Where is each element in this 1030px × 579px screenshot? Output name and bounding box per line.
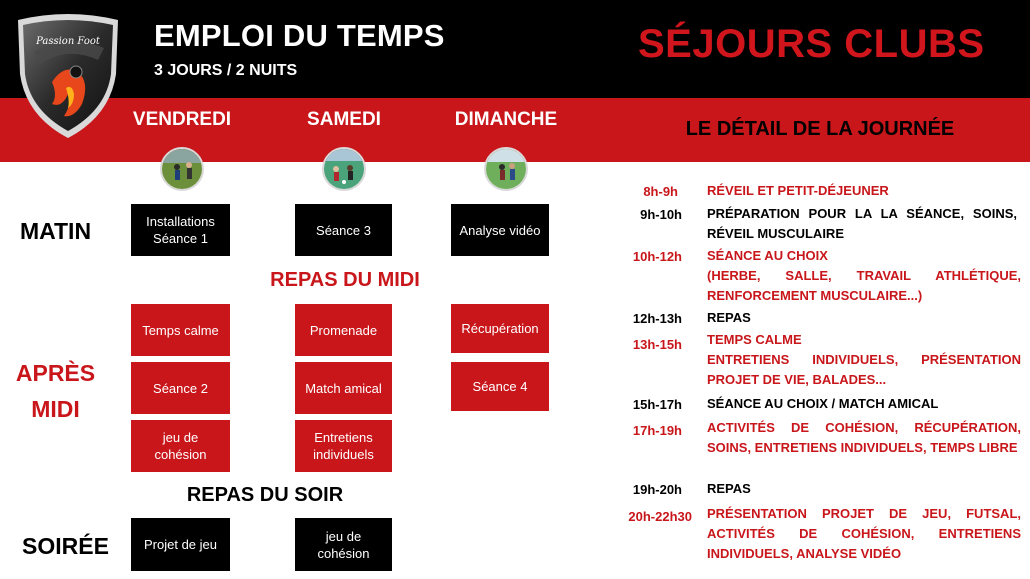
slot-samedi-soiree: jeu de cohésion	[295, 518, 392, 571]
slot-vendredi-soiree: Projet de jeu	[131, 518, 230, 571]
meal-repas-midi: REPAS DU MIDI	[270, 269, 420, 291]
meal-repas-soir: REPAS DU SOIR	[186, 484, 344, 506]
slot-samedi-matin: Séance 3	[295, 204, 392, 256]
slot-vendredi-matin: Installations Séance 1	[131, 204, 230, 256]
slot-vendredi-pm-1: Temps calme	[131, 304, 230, 356]
timeline-activity: ACTIVITÉS DE COHÉSION, RÉCUPÉRATION, SOINS, ENTRETIENS INDIVIDUELS, TEMPS LIBRE	[707, 420, 1021, 455]
slot-samedi-pm-3: Entretiens individuels	[295, 420, 392, 472]
day-header-samedi: SAMEDI	[307, 109, 381, 130]
slot-vendredi-pm-2: Séance 2	[131, 362, 230, 414]
timeline-activity-detail: (HERBE, SALLE, TRAVAIL ATHLÉTIQUE, RENFORCEMENT MUSCULAIRE...)	[707, 268, 1021, 303]
timeline-time: 12h-13h	[632, 311, 682, 326]
day-header-vendredi: VENDREDI	[132, 109, 232, 130]
timeline-time: 8h-9h	[643, 184, 678, 199]
timeline-time: 17h-19h	[632, 423, 682, 438]
timeline-activity: PRÉSENTATION PROJET DE JEU, FUTSAL, ACTIVITÉS DE COHÉSION, ENTRETIENS INDIVIDUELS, ANALYSE VIDÉO	[707, 506, 1021, 561]
photo-samedi	[322, 147, 366, 191]
slot-dimanche-pm-2: Séance 4	[451, 362, 549, 411]
photo-vendredi	[160, 147, 204, 191]
timeline-activity: TEMPS CALME	[707, 332, 802, 347]
timeline-time: 10h-12h	[632, 249, 682, 264]
slot-dimanche-matin: Analyse vidéo	[451, 204, 549, 256]
page-title: EMPLOI DU TEMPS	[154, 18, 445, 53]
slot-vendredi-pm-3: jeu de cohésion	[131, 420, 230, 472]
row-label-matin: MATIN	[19, 218, 92, 244]
timeline-time: 20h-22h30	[628, 509, 692, 524]
slot-dimanche-pm-1: Récupération	[451, 304, 549, 353]
row-label-soiree: SOIRÉE	[22, 533, 109, 559]
slot-samedi-pm-2: Match amical	[295, 362, 392, 414]
timeline-time: 15h-17h	[632, 397, 682, 412]
detail-title: LE DÉTAIL DE LA JOURNÉE	[685, 118, 955, 140]
photo-dimanche	[484, 147, 528, 191]
logo-text: Passion Foot	[36, 36, 100, 47]
timeline-activity: PRÉPARATION POUR LA LA SÉANCE, SOINS, RÉVEIL MUSCULAIRE	[707, 206, 1017, 241]
row-label-midi: MIDI	[31, 396, 80, 422]
timeline-activity-detail: ENTRETIENS INDIVIDUELS, PRÉSENTATION PROJET DE VIE, BALADES...	[707, 352, 1021, 387]
day-header-dimanche: DIMANCHE	[454, 109, 558, 130]
timeline-time: 9h-10h	[640, 207, 682, 222]
page-subtitle: 3 JOURS / 2 NUITS	[154, 62, 298, 79]
timeline-activity: REPAS	[707, 481, 751, 496]
slot-samedi-pm-1: Promenade	[295, 304, 392, 356]
timeline-activity: SÉANCE AU CHOIX	[707, 248, 828, 263]
brand-title: SÉJOURS CLUBS	[638, 22, 985, 66]
timeline-time: 19h-20h	[632, 482, 682, 497]
timeline-time: 13h-15h	[632, 337, 682, 352]
timeline-activity: SÉANCE AU CHOIX / MATCH AMICAL	[707, 396, 939, 411]
timeline-activity: RÉVEIL ET PETIT-DÉJEUNER	[707, 183, 889, 198]
row-label-apres: APRÈS	[15, 360, 96, 386]
timeline-activity: REPAS	[707, 310, 751, 325]
